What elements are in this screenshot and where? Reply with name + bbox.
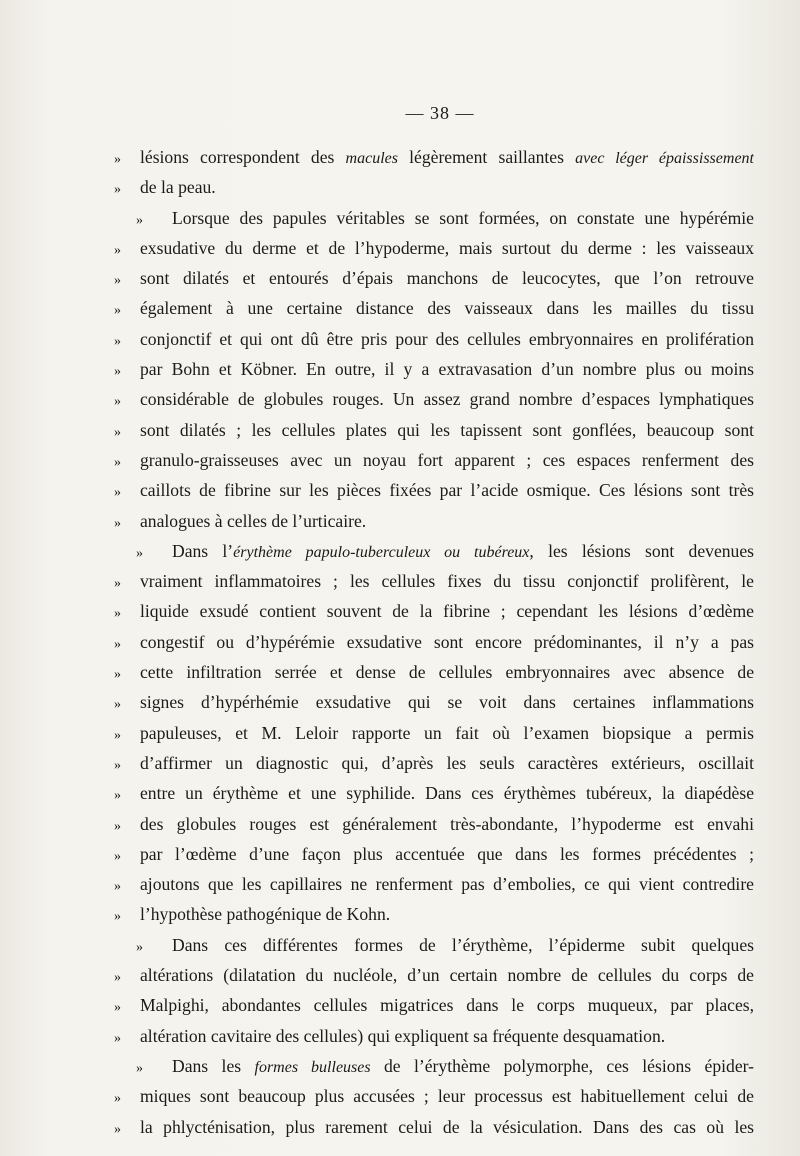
line-text [140,1112,754,1142]
text-segment: conjonctif et qui ont dû être pris pour des cellules embryonnaires en prolifération [140,328,754,349]
line-text [140,354,754,384]
text-segment: par Bohn et Köbner. En outre, il y a extravasation d’un nombre plus ou moins [140,359,754,380]
text-line [114,869,754,899]
text-line [114,1081,754,1111]
quote-mark: » [114,1121,121,1137]
line-text [140,1081,754,1111]
quote-mark: » [114,1000,121,1016]
quote-mark: » [114,485,121,501]
quote-mark: » [114,182,121,198]
text-segment: vraiment inflammatoires ; les cellules fixes du tissu conjonctif prolifèrent, le [140,571,754,592]
quote-mark: » [114,273,121,289]
text-line [114,627,754,657]
text-line [114,1021,754,1051]
text-line [114,475,754,505]
italic-term: érythème papulo-tuberculeux ou tubéreux [233,543,530,561]
text-line [114,566,754,596]
text-segment: sont dilatés et entourés d’épais manchons de leucocytes, que l’on retrouve [140,268,754,289]
line-text [140,384,754,414]
text-line [114,1051,754,1081]
quote-mark: » [114,818,121,834]
line-text [140,142,754,174]
text-segment: sont dilatés ; les cellules plates qui les tapissent sont gonflées, beaucoup sont [140,419,754,440]
text-segment: entre un érythème et une syphilide. Dans ces érythèmes tubéreux, la diapédèse [140,783,754,804]
text-line [114,263,754,293]
text-line [114,203,754,233]
text-segment: également à une certaine distance des vaisseaux dans les mailles du tissu [140,298,754,319]
text-line [114,839,754,869]
text-segment: Dans l’ [172,540,234,561]
line-text [140,657,754,687]
text-line [114,687,754,717]
line-text [140,718,754,748]
text-segment: Dans les [172,1055,255,1076]
text-segment: cette infiltration serrée et dense de cellules embryonnaires avec absence de [140,662,754,683]
text-segment: légèrement saillantes [397,147,576,167]
quote-mark: » [114,515,121,531]
line-text [140,748,754,778]
quote-mark: » [114,424,121,440]
line-text [140,809,754,839]
line-text [140,687,754,717]
line-text [140,324,754,354]
quote-mark: » [114,1091,121,1107]
line-text [172,203,754,233]
line-text [140,869,754,899]
text-line [114,384,754,414]
quote-mark: » [114,970,121,986]
text-segment: de l’érythème polymorphe, ces lésions épider- [370,1055,754,1076]
quote-mark: » [114,576,121,592]
text-segment: miques sont beaucoup plus accusées ; leur processus est habituellement celui de [140,1086,754,1107]
text-segment: signes d’hypérhémie exsudative qui se voit dans certaines inflammations [140,692,754,713]
quote-mark: » [114,242,121,258]
text-segment: exsudative du derme et de l’hypoderme, mais surtout du derme : les vaisseaux [140,237,754,258]
text-line [114,324,754,354]
line-text [140,566,754,596]
line-text [140,475,754,505]
quote-mark: » [114,848,121,864]
line-text [140,233,754,263]
text-line [114,506,754,536]
text-segment: la phlycténisation, plus rarement celui de la vésiculation. Dans des cas où les [140,1116,754,1137]
text-line [114,990,754,1020]
text-segment: d’affirmer un diagnostic qui, d’après les seuls caractères extérieurs, oscillait [140,752,754,773]
text-line [114,718,754,748]
quote-mark: » [114,636,121,652]
quote-mark: » [114,757,121,773]
quote-mark: » [114,303,121,319]
text-line [114,596,754,626]
text-segment: lésions correspondent des [140,147,346,167]
text-segment: ajoutons que les capillaires ne renferment pas d’embolies, ce qui vient contredire [140,874,754,895]
text-segment: altérations (dilatation du nucléole, d’un certain nombre de cellules du corps de [140,965,754,986]
text-segment: , les lésions sont devenues [529,540,754,561]
line-text [140,506,754,536]
quote-mark: » [114,727,121,743]
text-segment: granulo-graisseuses avec un noyau fort apparent ; ces espaces renferment des [140,449,754,470]
quote-mark: » [114,606,121,622]
line-text [172,930,754,960]
text-line [114,899,754,929]
quote-mark: » [114,394,121,410]
italic-term: macules [345,150,398,167]
quote-mark: » [114,1030,121,1046]
text-line [114,233,754,263]
text-line [114,930,754,960]
line-text [140,990,754,1020]
text-line [114,142,754,172]
italic-term: avec léger épaississement [575,150,754,167]
text-line [114,748,754,778]
line-text [140,415,754,445]
text-line [114,172,754,202]
line-text [140,293,754,323]
text-segment: liquide exsudé contient souvent de la fibrine ; cependant les lésions d’œdème [140,601,754,622]
quote-mark: » [136,545,143,561]
line-text [140,839,754,869]
text-line [114,354,754,384]
quote-mark: » [136,939,143,955]
text-segment: des globules rouges est généralement très-abondante, l’hypoderme est envahi [140,813,754,834]
quote-mark: » [114,788,121,804]
text-line [114,809,754,839]
quote-mark: » [114,454,121,470]
text-segment: par l’œdème d’une façon plus accentuée que dans les formes précédentes ; [140,843,754,864]
quote-mark: » [114,879,121,895]
text-line [114,960,754,990]
text-segment: Dans ces différentes formes de l’érythème, l’épiderme subit quelques [172,934,754,955]
line-text [140,960,754,990]
line-text [172,536,754,568]
text-segment: de la peau. [140,177,216,198]
text-segment: papuleuses, et M. Leloir rapporte un fait où l’examen biopsique a permis [140,722,754,743]
line-text [140,1021,754,1051]
line-text [140,778,754,808]
text-line [114,445,754,475]
text-segment: l’hypothèse pathogénique de Kohn. [140,904,391,925]
text-line [114,293,754,323]
text-segment: caillots de fibrine sur les pièces fixées par l’acide osmique. Ces lésions sont très [140,480,754,501]
line-text [140,627,754,657]
text-segment: considérable de globules rouges. Un assez grand nombre d’espaces lymphatiques [140,389,754,410]
body-text [114,142,754,1142]
text-segment: Lorsque des papules véritables se sont formées, on constate une hypérémie [172,207,754,228]
quote-mark: » [114,333,121,349]
line-text [140,596,754,626]
quote-mark: » [114,697,121,713]
quote-mark: » [136,212,143,228]
text-segment: Malpighi, abondantes cellules migatrices dans le corps muqueux, par places, [140,995,754,1016]
line-text [172,1051,754,1083]
line-text [140,172,754,202]
line-text [140,445,754,475]
text-segment: congestif ou d’hypérémie exsudative sont encore prédominantes, il n’y a pas [140,631,754,652]
italic-term: formes bulleuses [254,1058,371,1076]
text-line [114,657,754,687]
text-segment: altération cavitaire des cellules) qui expliquent sa fréquente desquamation. [140,1025,666,1046]
text-line [114,415,754,445]
quote-mark: » [114,152,121,167]
quote-mark: » [114,667,121,683]
text-line [114,778,754,808]
quote-mark: » [136,1060,143,1076]
text-line [114,1112,754,1142]
line-text [140,263,754,293]
quote-mark: » [114,909,121,925]
quote-mark: » [114,364,121,380]
line-text [140,899,754,929]
page-number: — 38 — [405,103,475,123]
text-segment: analogues à celles de l’urticaire. [140,510,367,531]
text-line [114,536,754,566]
